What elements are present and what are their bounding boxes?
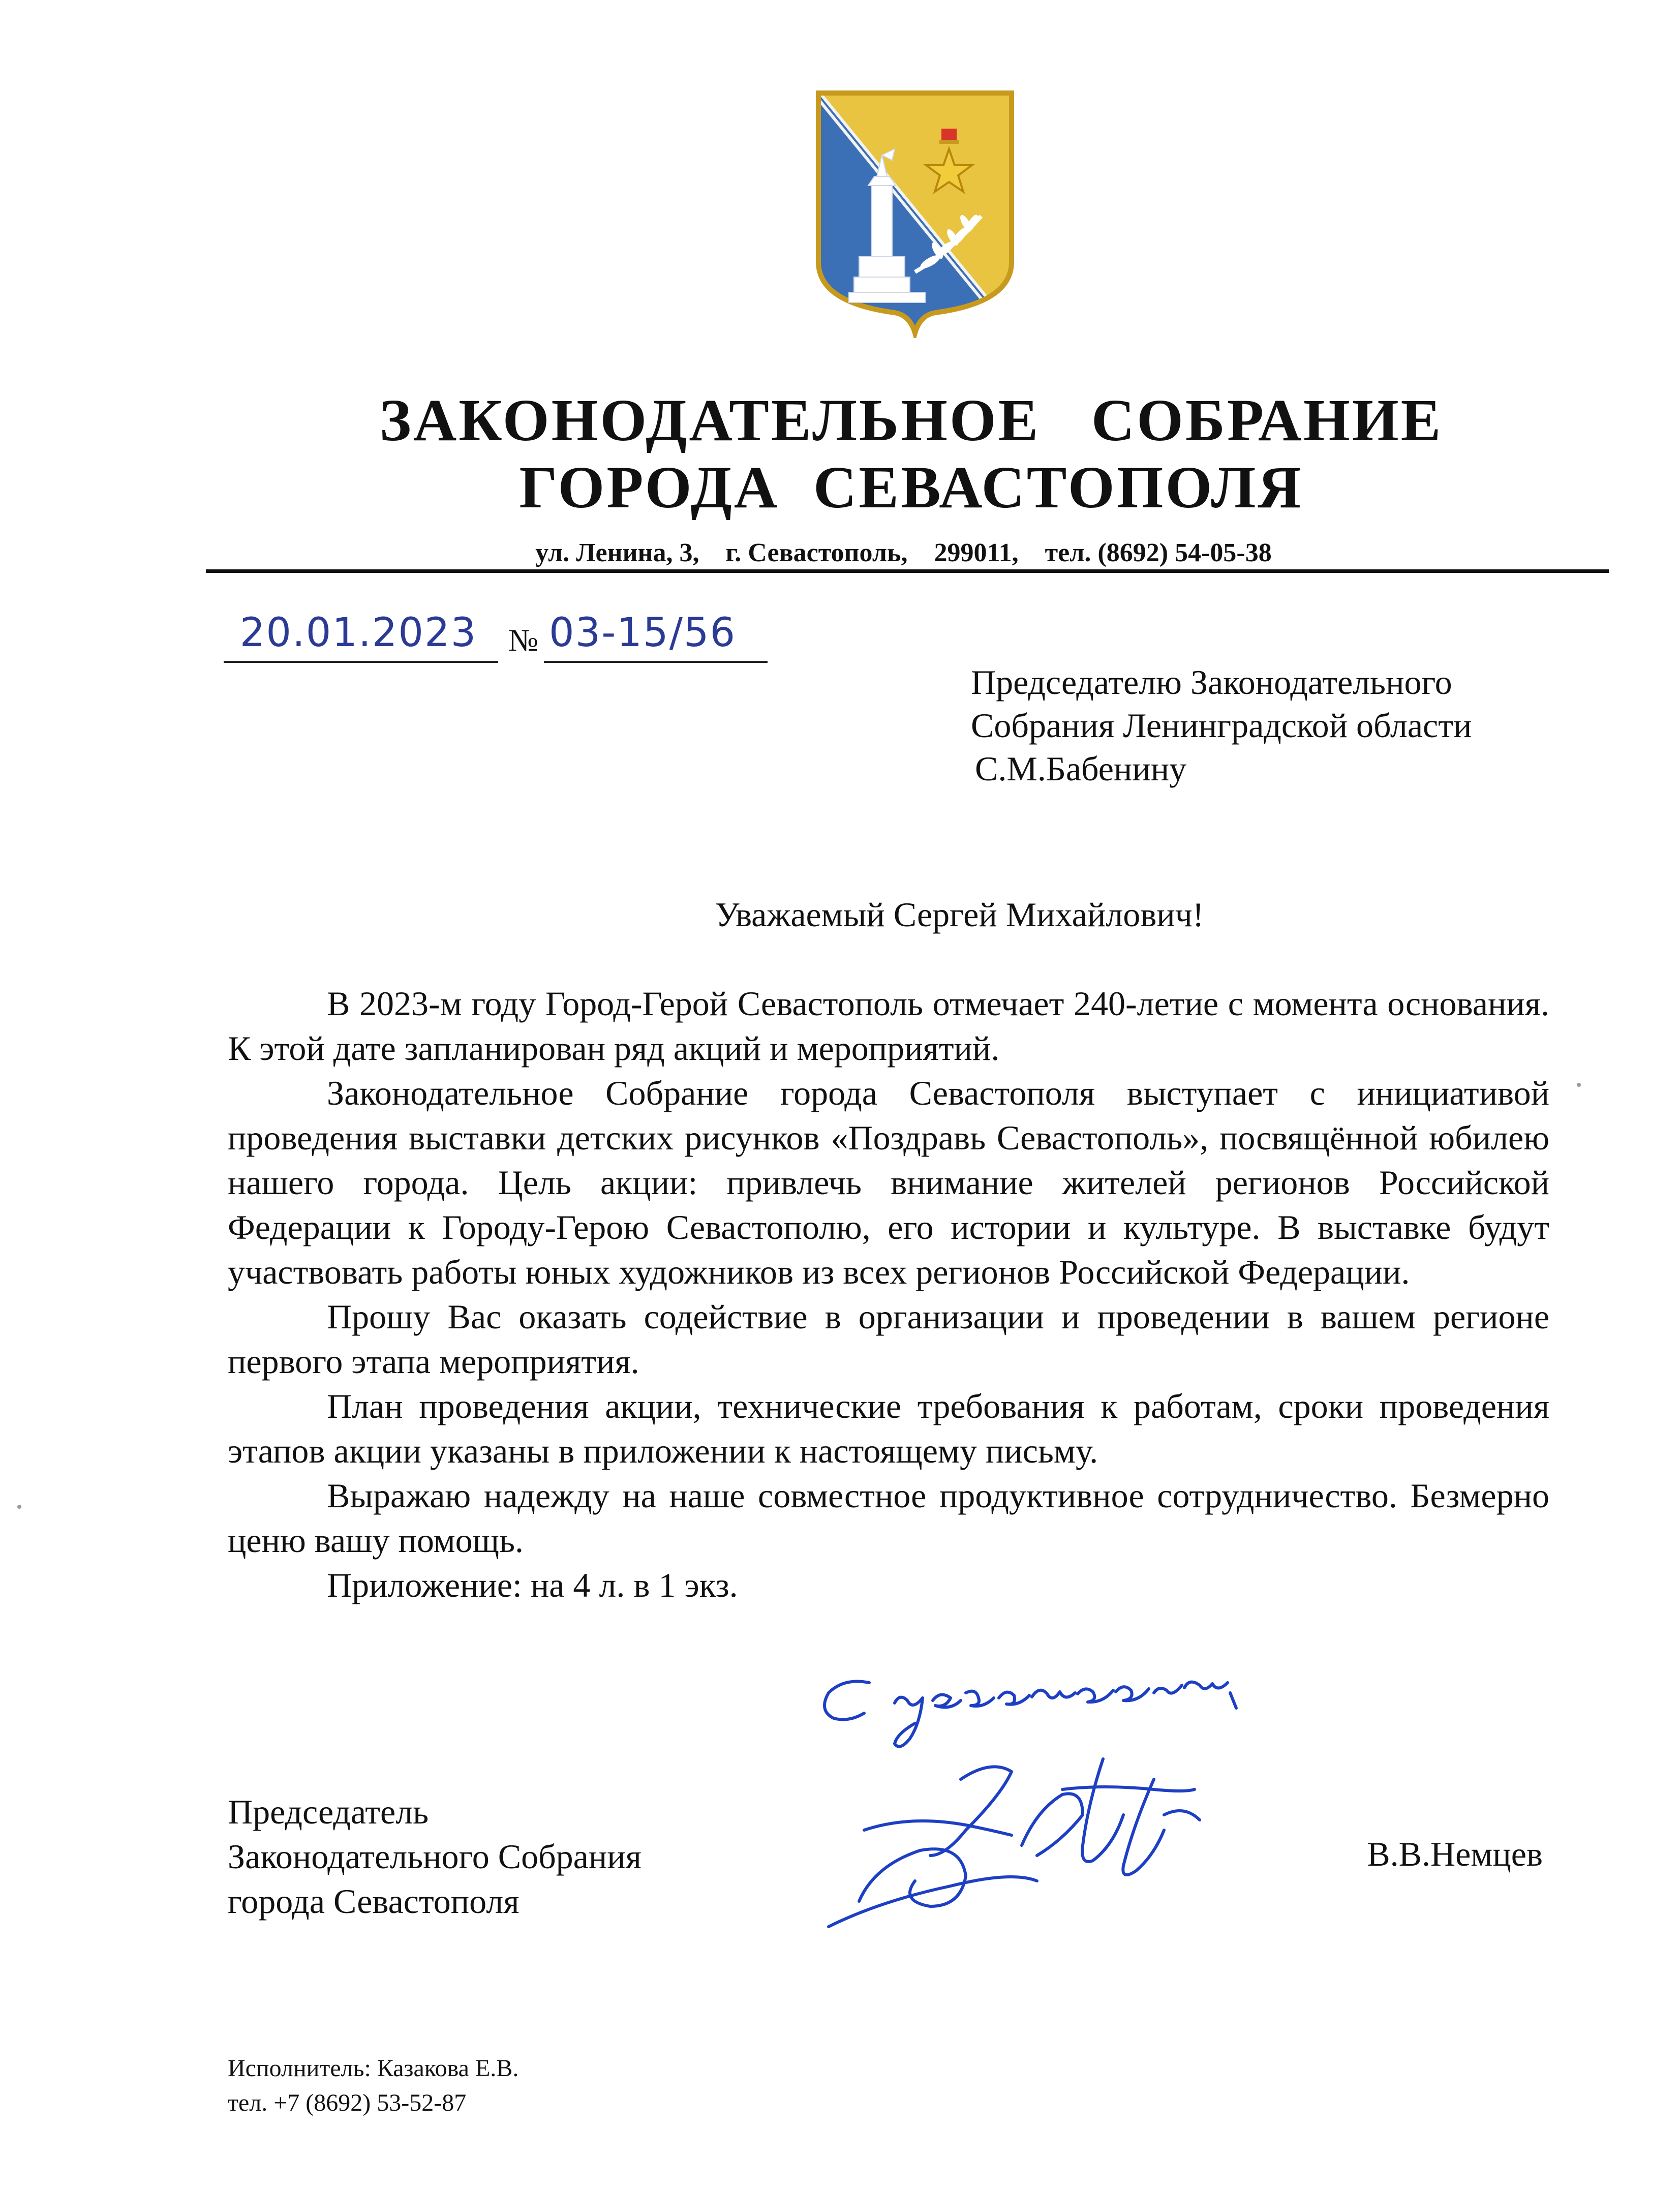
reference-number-underline [544,661,768,663]
executor-phone: тел. +7 (8692) 53-52-87 [228,2089,467,2116]
organization-address-text: ул. Ленина, 3, г. Севастополь, 299011, тел. (8692) 54-05-38 [535,538,1272,567]
header-divider [206,569,1609,573]
addressee-line: Собрания Ленинградской области [971,706,1472,745]
signatory-position-line: Председатель [228,1792,429,1831]
addressee-line: Председателю Законодательного [971,663,1452,702]
salutation [0,895,1680,935]
reference-number: 03-15/56 [549,610,737,656]
signatory-position-line: города Севастополя [228,1882,520,1921]
signatory-position [228,1789,642,1924]
handwritten-signature [798,1662,1347,1947]
salutation-text: Уважаемый Сергей Михайлович! [715,895,1204,934]
addressee-name: С.М.Бабенину [975,749,1187,788]
scan-speck [17,1505,21,1509]
sevastopol-coat-of-arms-icon [813,89,1017,338]
scan-speck [1577,1083,1581,1087]
body-paragraph: Выражаю надежду на наше совместное продуктивное сотрудничество. Безмерно ценю вашу помощь. [228,1476,1549,1560]
body-paragraph: Прошу Вас оказать содействие в организации и проведении в вашем регионе первого этапа мероприятия. [228,1297,1549,1381]
reference-number-sign: № [508,623,539,658]
organization-title-line1: ЗАКОНОДАТЕЛЬНОЕ СОБРАНИЕ [379,387,1443,453]
addressee-block [971,661,1472,791]
body-paragraph: Приложение: на 4 л. в 1 экз. [327,1566,738,1604]
body-paragraph: План проведения акции, технические требования к работам, сроки проведения этапов акции указаны в приложении к настоящему письму. [228,1387,1549,1470]
reference-date: 20.01.2023 [239,610,477,656]
reference-date-underline [224,661,498,663]
organization-title-line2: ГОРОДА СЕВАСТОПОЛЯ [519,454,1303,521]
signatory-position-line: Законодательного Собрания [228,1837,642,1876]
executor-info [228,2051,518,2120]
signatory-name: В.В.Немцев [1367,1835,1543,1873]
letter-body [228,981,1549,1607]
executor-name: Исполнитель: Казакова Е.В. [228,2055,519,2082]
body-paragraph: В 2023-м году Город-Герой Севастополь отмечает 240-летие с момента основания. К этой дате запланирован ряд акций и мероприятий. [228,984,1549,1068]
body-paragraph: Законодательное Собрание города Севастополя выступает с инициативой проведения выставки детских рисунков «Поздравь Севастополь», посвящённой юбилею нашего города. Цель акции: привлечь внимание жителей регионов Российской Федерации к Городу-Герою Севастополю, его истории и культуре. В выставке будут участвовать работы юных художников из всех регионов Российской Федерации. [228,1074,1549,1291]
organization-address [0,538,1680,568]
